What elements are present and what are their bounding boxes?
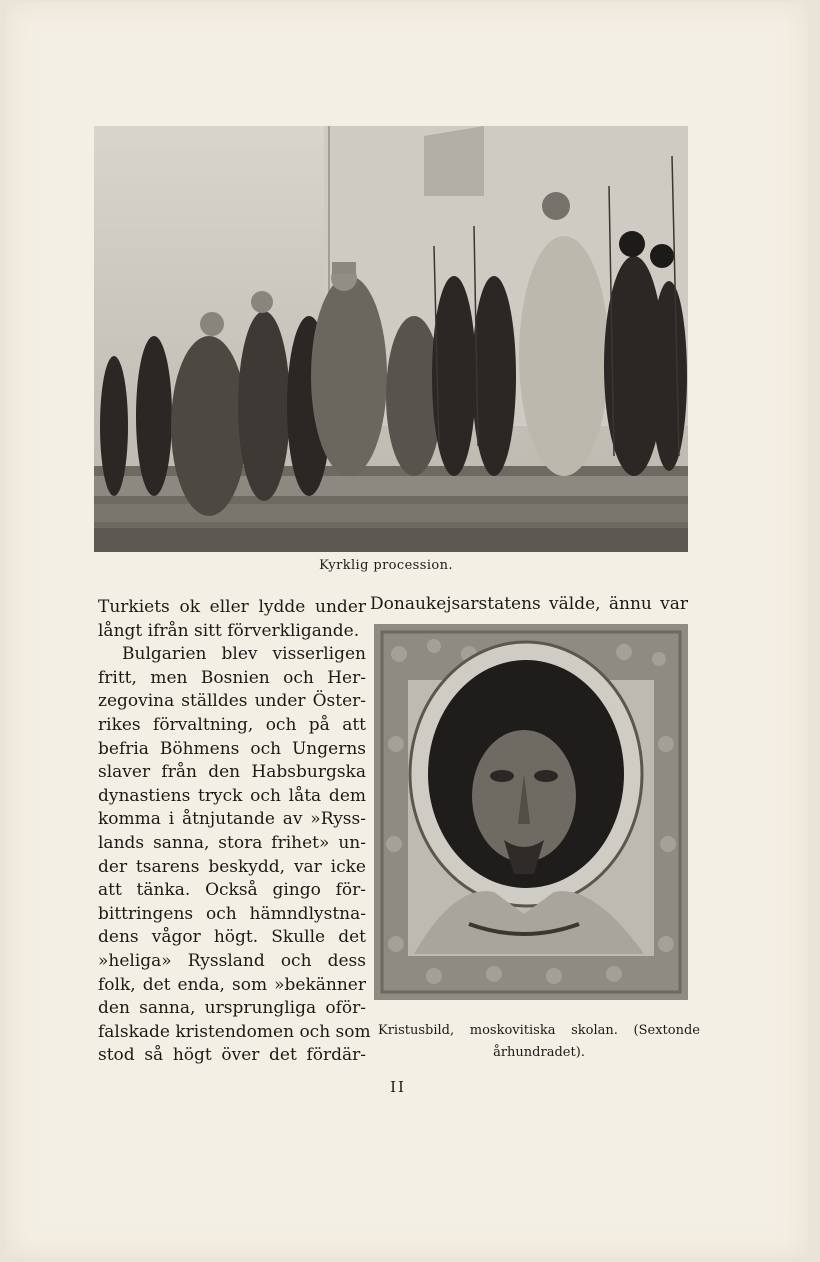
text-line: befria Böhmens och Ungerns	[98, 738, 366, 759]
photo-caption: Kyrklig procession.	[319, 558, 453, 573]
right-column-first-line: Donaukejsarstatens välde, ännu var	[370, 594, 688, 614]
text-line: lands sanna, stora frihet» un-	[98, 832, 366, 853]
text-line: folk, det enda, som »bekänner	[98, 974, 366, 995]
christ-icon-image	[374, 624, 688, 1000]
text-line: »heliga» Ryssland och dess	[98, 950, 366, 971]
book-page	[6, 2, 808, 1258]
text-line: zegovina ställdes under Öster-	[98, 691, 366, 712]
text-line: stod så högt över det fördär-	[98, 1045, 366, 1066]
text-line: att tänka. Också gingo för-	[98, 880, 366, 901]
text-line: långt ifrån sitt förverkligande.	[98, 620, 360, 641]
text-line: dynastiens tryck och låta dem	[98, 785, 366, 806]
text-line: falskade kristendomen och som	[98, 1021, 371, 1042]
text-line: Turkiets ok eller lydde under	[98, 597, 366, 617]
text-line: rikes förvaltning, och på att	[98, 714, 366, 735]
text-line: slaver från den Habsburgska	[98, 762, 366, 783]
text-line: Bulgarien blev visserligen	[122, 644, 366, 665]
icon-caption-line-1: Kristusbild, moskovitiska skolan. (Sextonde	[378, 1023, 700, 1038]
text-line: fritt, men Bosnien och Her-	[98, 667, 366, 688]
icon-caption-line-2: århundradet).	[493, 1045, 585, 1060]
icon-caption	[378, 1020, 700, 1064]
text-line: komma i åtnjutande av »Ryss-	[98, 809, 366, 830]
text-line: den sanna, ursprungliga oför-	[98, 998, 366, 1019]
left-text-column	[98, 596, 371, 1068]
text-line: der tsarens beskydd, var icke	[98, 856, 366, 877]
text-line: dens vågor högt. Skulle det	[98, 927, 366, 948]
page-number: II	[390, 1078, 406, 1096]
procession-photo	[94, 126, 688, 552]
text-line: bittringens och hämndlystna-	[98, 903, 366, 924]
